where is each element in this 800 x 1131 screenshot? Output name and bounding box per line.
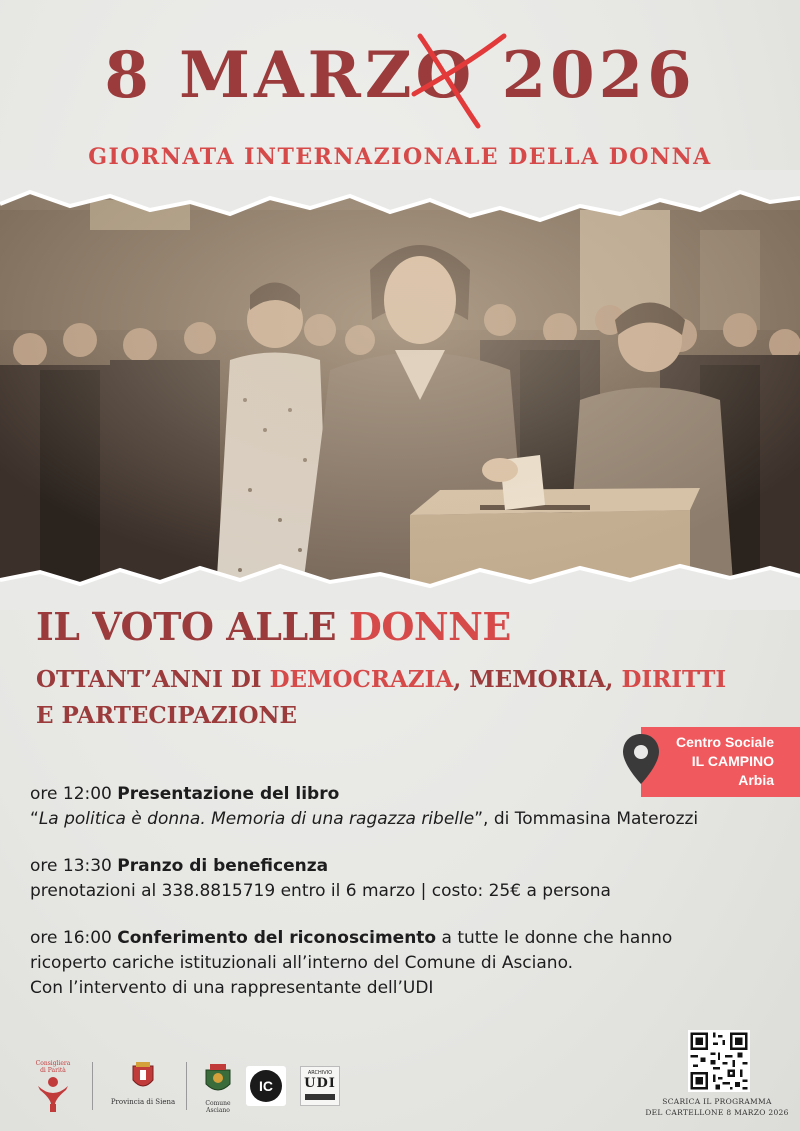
subtitle: GIORNATA INTERNAZIONALE DELLA DONNA <box>88 144 712 170</box>
event-title: Conferimento del riconoscimento <box>117 928 437 948</box>
logo4-text: IC <box>250 1070 282 1102</box>
qr-caption-line1: SCARICA IL PROGRAMMA <box>662 1097 772 1106</box>
book-author: ”, di Tommasina Materozzi <box>474 809 699 829</box>
event-detail: ricoperto cariche istituzionali all’interno del Comune di Asciano. <box>30 953 574 973</box>
title-part1: 8 MARZ <box>104 38 416 113</box>
logo2-caption: Provincia di Siena <box>110 1098 176 1106</box>
qr-caption-line2: DEL CARTELLONE 8 MARZO 2026 <box>645 1108 789 1117</box>
logo5-top: ARCHIVIO <box>307 1070 333 1076</box>
logo-ic <box>246 1066 286 1106</box>
logo1-caption: Consigliera di Parità <box>35 1060 71 1074</box>
location-line3: Arbia <box>738 772 774 788</box>
logo-provincia-siena <box>108 1062 178 1106</box>
book-title: La politica è donna. Memoria di una ragazza ribelle <box>38 809 475 829</box>
qr-caption <box>636 1096 798 1118</box>
event-detail: prenotazioni al 338.8815719 entro il 6 marzo | costo: 25€ a persona <box>30 881 611 901</box>
logo-archivio-udi <box>300 1066 340 1106</box>
subhead-accent-1: DEMOCRAZIA <box>269 666 454 693</box>
subheadline <box>36 662 796 734</box>
event-title: Presentazione del libro <box>117 784 340 804</box>
event-title: Pranzo di beneficenza <box>117 856 329 876</box>
event-book-presentation <box>30 782 790 832</box>
subhead-accent-2: DIRITTI <box>621 666 727 693</box>
voting-photo <box>0 170 800 610</box>
voting-photo-illustration <box>0 170 800 610</box>
logo5-main: UDI <box>304 1076 336 1091</box>
location-line2: IL CAMPINO <box>691 753 774 769</box>
qr-code-icon[interactable] <box>688 1030 750 1092</box>
page-title <box>0 38 800 113</box>
title-crossed-letter <box>416 38 476 113</box>
logo-separator <box>92 1062 93 1110</box>
location-line1: Centro Sociale <box>675 734 774 750</box>
headline-accent: DONNE <box>348 604 511 649</box>
figure-icon <box>32 1074 74 1114</box>
subhead-text-2: , MEMORIA, <box>453 666 622 693</box>
quote-open: “ <box>30 809 39 829</box>
coat-of-arms-icon <box>108 1062 178 1094</box>
event-time: ore 13:30 <box>30 856 118 876</box>
subhead-text-1: OTTANT’ANNI DI <box>36 666 270 693</box>
logo-consigliera-parita <box>32 1060 74 1118</box>
crest-icon <box>200 1064 236 1096</box>
program <box>30 782 790 1023</box>
logo3-caption: Comune Asciano <box>205 1100 231 1114</box>
logo-separator <box>186 1062 187 1110</box>
map-pin-icon <box>620 732 662 786</box>
headline-part1: IL VOTO ALLE <box>36 604 349 649</box>
logo-comune-asciano <box>200 1064 236 1114</box>
event-detail: a tutte le donne che hanno <box>436 928 673 948</box>
event-charity-lunch <box>30 854 790 904</box>
title-part2: 2026 <box>475 38 696 113</box>
subheadline-line1 <box>36 662 796 698</box>
event-time: ore 16:00 <box>30 928 118 948</box>
event-time: ore 12:00 <box>30 784 118 804</box>
event-detail: Con l’intervento di una rappresentante dell’UDI <box>30 978 434 998</box>
crossed-letter: O <box>415 38 476 113</box>
event-recognition <box>30 926 790 1001</box>
logo5-bar <box>305 1094 335 1100</box>
headline <box>36 604 511 649</box>
subheadline-line2: E PARTECIPAZIONE <box>36 702 298 729</box>
